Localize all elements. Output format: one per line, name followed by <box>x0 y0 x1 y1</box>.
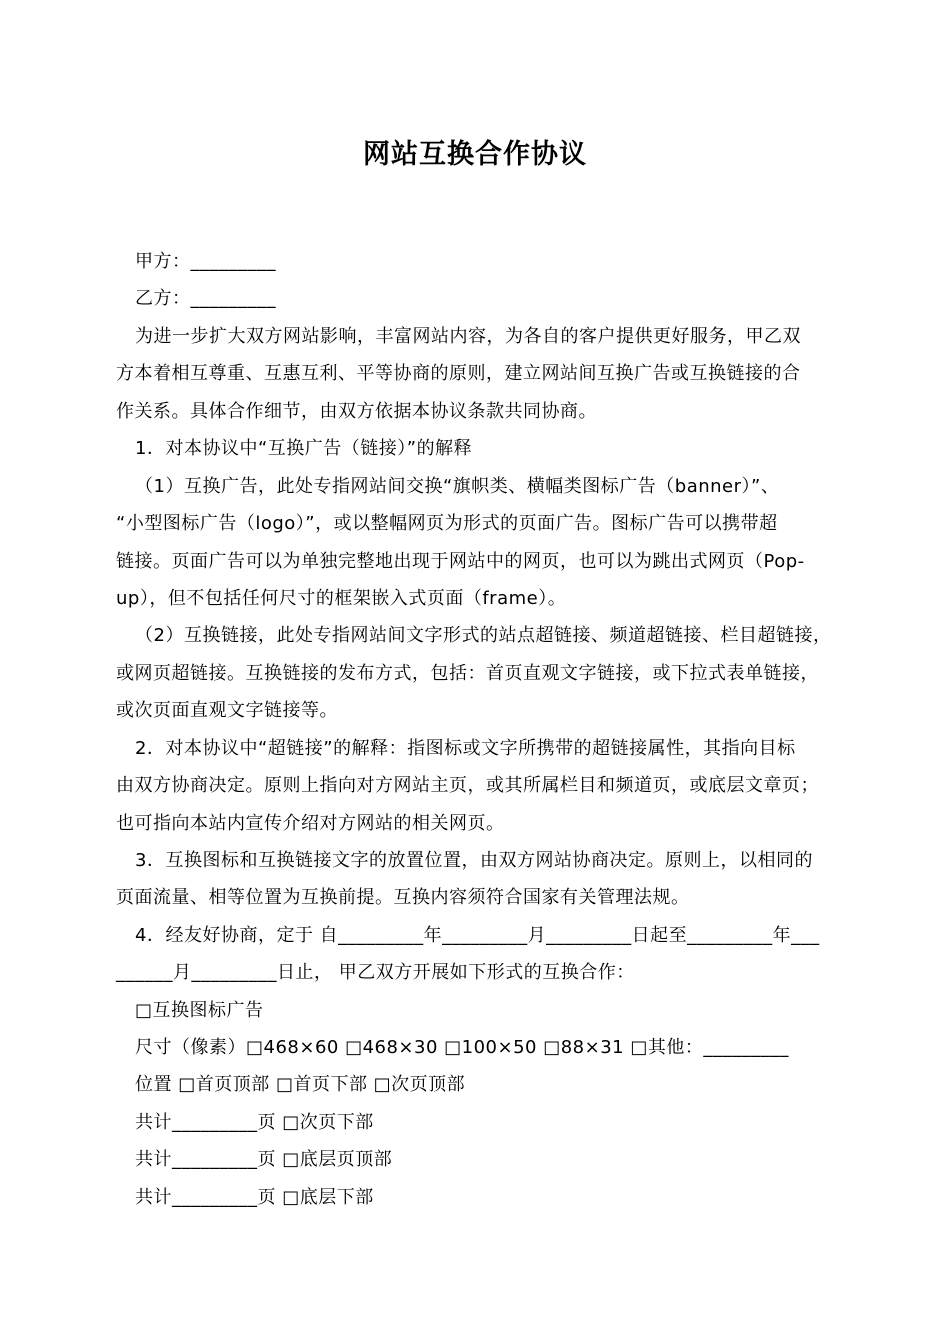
clause-1-2-line-2: 或网页超链接。互换链接的发布方式，包括：首页直观文字链接，或下拉式表单链接， <box>116 663 819 684</box>
clause-4-line-2: ______月_________日止， 甲乙双方开展如下形式的互换合作： <box>116 962 635 983</box>
clause-1-1-line-3: 链接。页面广告可以为单独完整地出现于网站中的网页，也可以为跳出式网页（Pop- <box>116 551 805 572</box>
intro-paragraph-line-3: 作关系。具体合作细节，由双方依据本协议条款共同协商。 <box>116 401 597 422</box>
party-a-line: 甲方：_________ <box>135 251 276 272</box>
clause-2-line-2: 由双方协商决定。原则上指向对方网站主页，或其所属栏目和频道页，或底层文章页； <box>116 775 819 796</box>
option-icon-ad: □互换图标广告 <box>135 1000 264 1021</box>
clause-3-line-1: 3．互换图标和互换链接文字的放置位置，由双方网站协商决定。原则上，以相同的 <box>135 850 813 871</box>
clause-3-line-2: 页面流量、相等位置为互换前提。互换内容须符合国家有关管理法规。 <box>116 887 690 908</box>
clause-1-1-line-4: up），但不包括任何尺寸的框架嵌入式页面（frame）。 <box>116 588 567 609</box>
option-size-row: 尺寸（像素）□468×60 □468×30 □100×50 □88×31 □其他：_________ <box>135 1037 789 1058</box>
option-position-row: 位置 □首页顶部 □首页下部 □次页顶部 <box>135 1074 466 1095</box>
party-b-line: 乙方：_________ <box>135 288 276 309</box>
clause-1-heading: 1．对本协议中“互换广告（链接）”的解释 <box>135 438 473 459</box>
intro-paragraph-line-2: 方本着相互尊重、互惠互利、平等协商的原则，建立网站间互换广告或互换链接的合 <box>116 363 801 384</box>
document-title: 网站互换合作协议 <box>363 139 587 170</box>
intro-paragraph-line-1: 为进一步扩大双方网站影响，丰富网站内容，为各自的客户提供更好服务，甲乙双 <box>135 326 801 347</box>
option-total-row-3: 共计_________页 □底层下部 <box>135 1187 374 1208</box>
option-total-row-2: 共计_________页 □底层页顶部 <box>135 1149 393 1170</box>
clause-1-1-line-1: （1）互换广告，此处专指网站间交换“旗帜类、横幅类图标广告（banner）”、 <box>135 476 780 497</box>
clause-2-line-3: 也可指向本站内宣传介绍对方网站的相关网页。 <box>116 813 505 834</box>
clause-1-2-line-3: 或次页面直观文字链接等。 <box>116 700 338 721</box>
clause-1-2-line-1: （2）互换链接，此处专指网站间文字形式的站点超链接、频道超链接、栏目超链接， <box>135 625 832 646</box>
clause-1-1-line-2: “小型图标广告（logo）”，或以整幅网页为形式的页面广告。图标广告可以携带超 <box>116 513 778 534</box>
clause-2-line-1: 2．对本协议中“超链接”的解释：指图标或文字所携带的超链接属性，其指向目标 <box>135 738 796 759</box>
clause-4-line-1: 4．经友好协商，定于 自_________年_________月_________日起至_________年___ <box>135 925 820 946</box>
option-total-row-1: 共计_________页 □次页下部 <box>135 1112 374 1133</box>
